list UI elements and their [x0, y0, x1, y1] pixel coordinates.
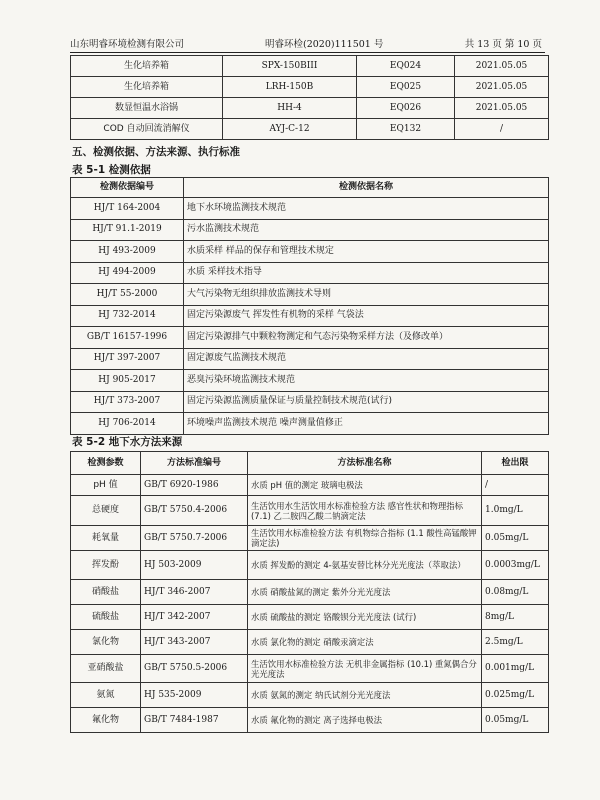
method-code-cell: GB/T 7484-1987	[141, 708, 248, 733]
table-row	[71, 370, 549, 392]
standard-name-cell: 恶臭污染环境监测技术规范	[184, 370, 549, 392]
calibration-date-cell: 2021.05.05	[455, 98, 549, 119]
standard-name-cell: 环境噪声监测技术规范 噪声测量值修正	[184, 413, 549, 435]
standard-code-cell: HJ/T 55-2000	[71, 284, 184, 306]
standard-code-cell: GB/T 16157-1996	[71, 327, 184, 349]
method-name-cell: 生活饮用水生活饮用水标准检验方法 感官性状和物理指标 (7.1) 乙二胺四乙酸二钠滴定法	[248, 496, 482, 526]
parameter-cell: 硝酸盐	[71, 580, 141, 605]
method-name-cell: 水质 氯化物的测定 硝酸汞滴定法	[248, 630, 482, 655]
calibration-date-cell: 2021.05.05	[455, 56, 549, 77]
standard-name-cell: 水质 采样技术指导	[184, 262, 549, 284]
table-row	[71, 77, 549, 98]
calibration-date-cell: 2021.05.05	[455, 77, 549, 98]
header-divider	[70, 52, 545, 53]
table-row	[71, 241, 549, 263]
table-row	[71, 526, 549, 551]
equipment-id-cell: EQ132	[357, 119, 455, 140]
table-row	[71, 327, 549, 349]
equipment-name-cell: 数显恒温水浴锅	[71, 98, 223, 119]
detection-limit-cell: 0.08mg/L	[482, 580, 549, 605]
table-row	[71, 98, 549, 119]
standard-code-cell: HJ 494-2009	[71, 262, 184, 284]
standard-name-cell: 固定污染源废气 挥发性有机物的采样 气袋法	[184, 305, 549, 327]
table-header-row	[71, 178, 549, 198]
equipment-id-cell: EQ024	[357, 56, 455, 77]
equipment-model-cell: HH-4	[223, 98, 357, 119]
standard-name-cell: 固定污染源排气中颗粒物测定和气态污染物采样方法（及修改单）	[184, 327, 549, 349]
parameter-cell: 氯化物	[71, 630, 141, 655]
method-name-cell: 水质 硝酸盐氮的测定 紫外分光光度法	[248, 580, 482, 605]
parameter-cell: 挥发酚	[71, 551, 141, 580]
method-code-cell: HJ/T 343-2007	[141, 630, 248, 655]
detection-limit-cell: /	[482, 475, 549, 496]
method-name-cell: 水质 氟化物的测定 离子选择电极法	[248, 708, 482, 733]
standard-name-cell: 地下水环境监测技术规范	[184, 198, 549, 220]
report-number: 明睿环检(2020)111501 号	[265, 39, 384, 50]
detection-limit-cell: 0.05mg/L	[482, 708, 549, 733]
column-header: 检测参数	[71, 452, 141, 475]
table-row	[71, 551, 549, 580]
column-header: 检测依据名称	[184, 178, 549, 198]
table-row	[71, 475, 549, 496]
standard-name-cell: 大气污染物无组织排放监测技术导则	[184, 284, 549, 306]
parameter-cell: 耗氧量	[71, 526, 141, 551]
calibration-date-cell: /	[455, 119, 549, 140]
table-row	[71, 198, 549, 220]
table-row	[71, 413, 549, 435]
method-name-cell: 水质 pH 值的测定 玻璃电极法	[248, 475, 482, 496]
table-row	[71, 284, 549, 306]
standard-name-cell: 污水监测技术规范	[184, 219, 549, 241]
detection-limit-cell: 1.0mg/L	[482, 496, 549, 526]
standard-name-cell: 固定污染源监测质量保证与质量控制技术规范(试行)	[184, 391, 549, 413]
detection-limit-cell: 2.5mg/L	[482, 630, 549, 655]
method-code-cell: HJ 503-2009	[141, 551, 248, 580]
equipment-id-cell: EQ025	[357, 77, 455, 98]
standard-code-cell: HJ 732-2014	[71, 305, 184, 327]
table-5-1-caption: 表 5-1 检测依据	[72, 164, 151, 176]
method-code-cell: GB/T 5750.4-2006	[141, 496, 248, 526]
table-row	[71, 708, 549, 733]
column-header: 方法标准名称	[248, 452, 482, 475]
table-row	[71, 655, 549, 683]
equipment-name-cell: COD 自动回流消解仪	[71, 119, 223, 140]
table-header-row	[71, 452, 549, 475]
equipment-name-cell: 生化培养箱	[71, 56, 223, 77]
standard-code-cell: HJ/T 164-2004	[71, 198, 184, 220]
standard-code-cell: HJ 905-2017	[71, 370, 184, 392]
standard-code-cell: HJ 493-2009	[71, 241, 184, 263]
standard-code-cell: HJ 706-2014	[71, 413, 184, 435]
equipment-model-cell: SPX-150BIII	[223, 56, 357, 77]
column-header: 方法标准编号	[141, 452, 248, 475]
method-name-cell: 生活饮用水标准检验方法 无机非金属指标 (10.1) 重氮偶合分光光度法	[248, 655, 482, 683]
equipment-model-cell: AYJ-C-12	[223, 119, 357, 140]
method-code-cell: GB/T 5750.5-2006	[141, 655, 248, 683]
detection-limit-cell: 8mg/L	[482, 605, 549, 630]
standard-code-cell: HJ/T 373-2007	[71, 391, 184, 413]
table-row	[71, 56, 549, 77]
detection-limit-cell: 0.025mg/L	[482, 683, 549, 708]
table-row	[71, 219, 549, 241]
parameter-cell: 总硬度	[71, 496, 141, 526]
standard-name-cell: 固定源废气监测技术规范	[184, 348, 549, 370]
parameter-cell: 氟化物	[71, 708, 141, 733]
table-row	[71, 496, 549, 526]
method-code-cell: GB/T 6920-1986	[141, 475, 248, 496]
method-code-cell: HJ/T 346-2007	[141, 580, 248, 605]
column-header: 检出限	[482, 452, 549, 475]
standard-code-cell: HJ/T 91.1-2019	[71, 219, 184, 241]
table-row	[71, 305, 549, 327]
standard-name-cell: 水质采样 样品的保存和管理技术规定	[184, 241, 549, 263]
table-5-2-caption: 表 5-2 地下水方法来源	[72, 436, 183, 448]
section-5-title: 五、检测依据、方法来源、执行标准	[72, 146, 240, 158]
detection-limit-cell: 0.0003mg/L	[482, 551, 549, 580]
table-5-2	[70, 451, 549, 733]
table-row	[71, 119, 549, 140]
equipment-id-cell: EQ026	[357, 98, 455, 119]
table-row	[71, 391, 549, 413]
parameter-cell: 硫酸盐	[71, 605, 141, 630]
page-number: 共 13 页 第 10 页	[464, 39, 542, 50]
method-code-cell: HJ 535-2009	[141, 683, 248, 708]
equipment-model-cell: LRH-150B	[223, 77, 357, 98]
method-code-cell: GB/T 5750.7-2006	[141, 526, 248, 551]
table-row	[71, 630, 549, 655]
table-row	[71, 683, 549, 708]
table-5-1	[70, 177, 549, 435]
equipment-name-cell: 生化培养箱	[71, 77, 223, 98]
method-name-cell: 生活饮用水标准检验方法 有机物综合指标 (1.1 酸性高锰酸钾滴定法)	[248, 526, 482, 551]
detection-limit-cell: 0.05mg/L	[482, 526, 549, 551]
method-name-cell: 水质 硫酸盐的测定 铬酸钡分光光度法 (试行)	[248, 605, 482, 630]
method-name-cell: 水质 挥发酚的测定 4-氨基安替比林分光光度法（萃取法）	[248, 551, 482, 580]
detection-limit-cell: 0.001mg/L	[482, 655, 549, 683]
method-name-cell: 水质 氨氮的测定 纳氏试剂分光光度法	[248, 683, 482, 708]
company-name: 山东明睿环境检测有限公司	[70, 39, 185, 50]
equipment-table	[70, 55, 549, 140]
table-row	[71, 580, 549, 605]
column-header: 检测依据编号	[71, 178, 184, 198]
parameter-cell: 氨氮	[71, 683, 141, 708]
page-header	[70, 34, 542, 50]
table-row	[71, 605, 549, 630]
table-row	[71, 262, 549, 284]
parameter-cell: 亚硝酸盐	[71, 655, 141, 683]
parameter-cell: pH 值	[71, 475, 141, 496]
table-row	[71, 348, 549, 370]
standard-code-cell: HJ/T 397-2007	[71, 348, 184, 370]
method-code-cell: HJ/T 342-2007	[141, 605, 248, 630]
